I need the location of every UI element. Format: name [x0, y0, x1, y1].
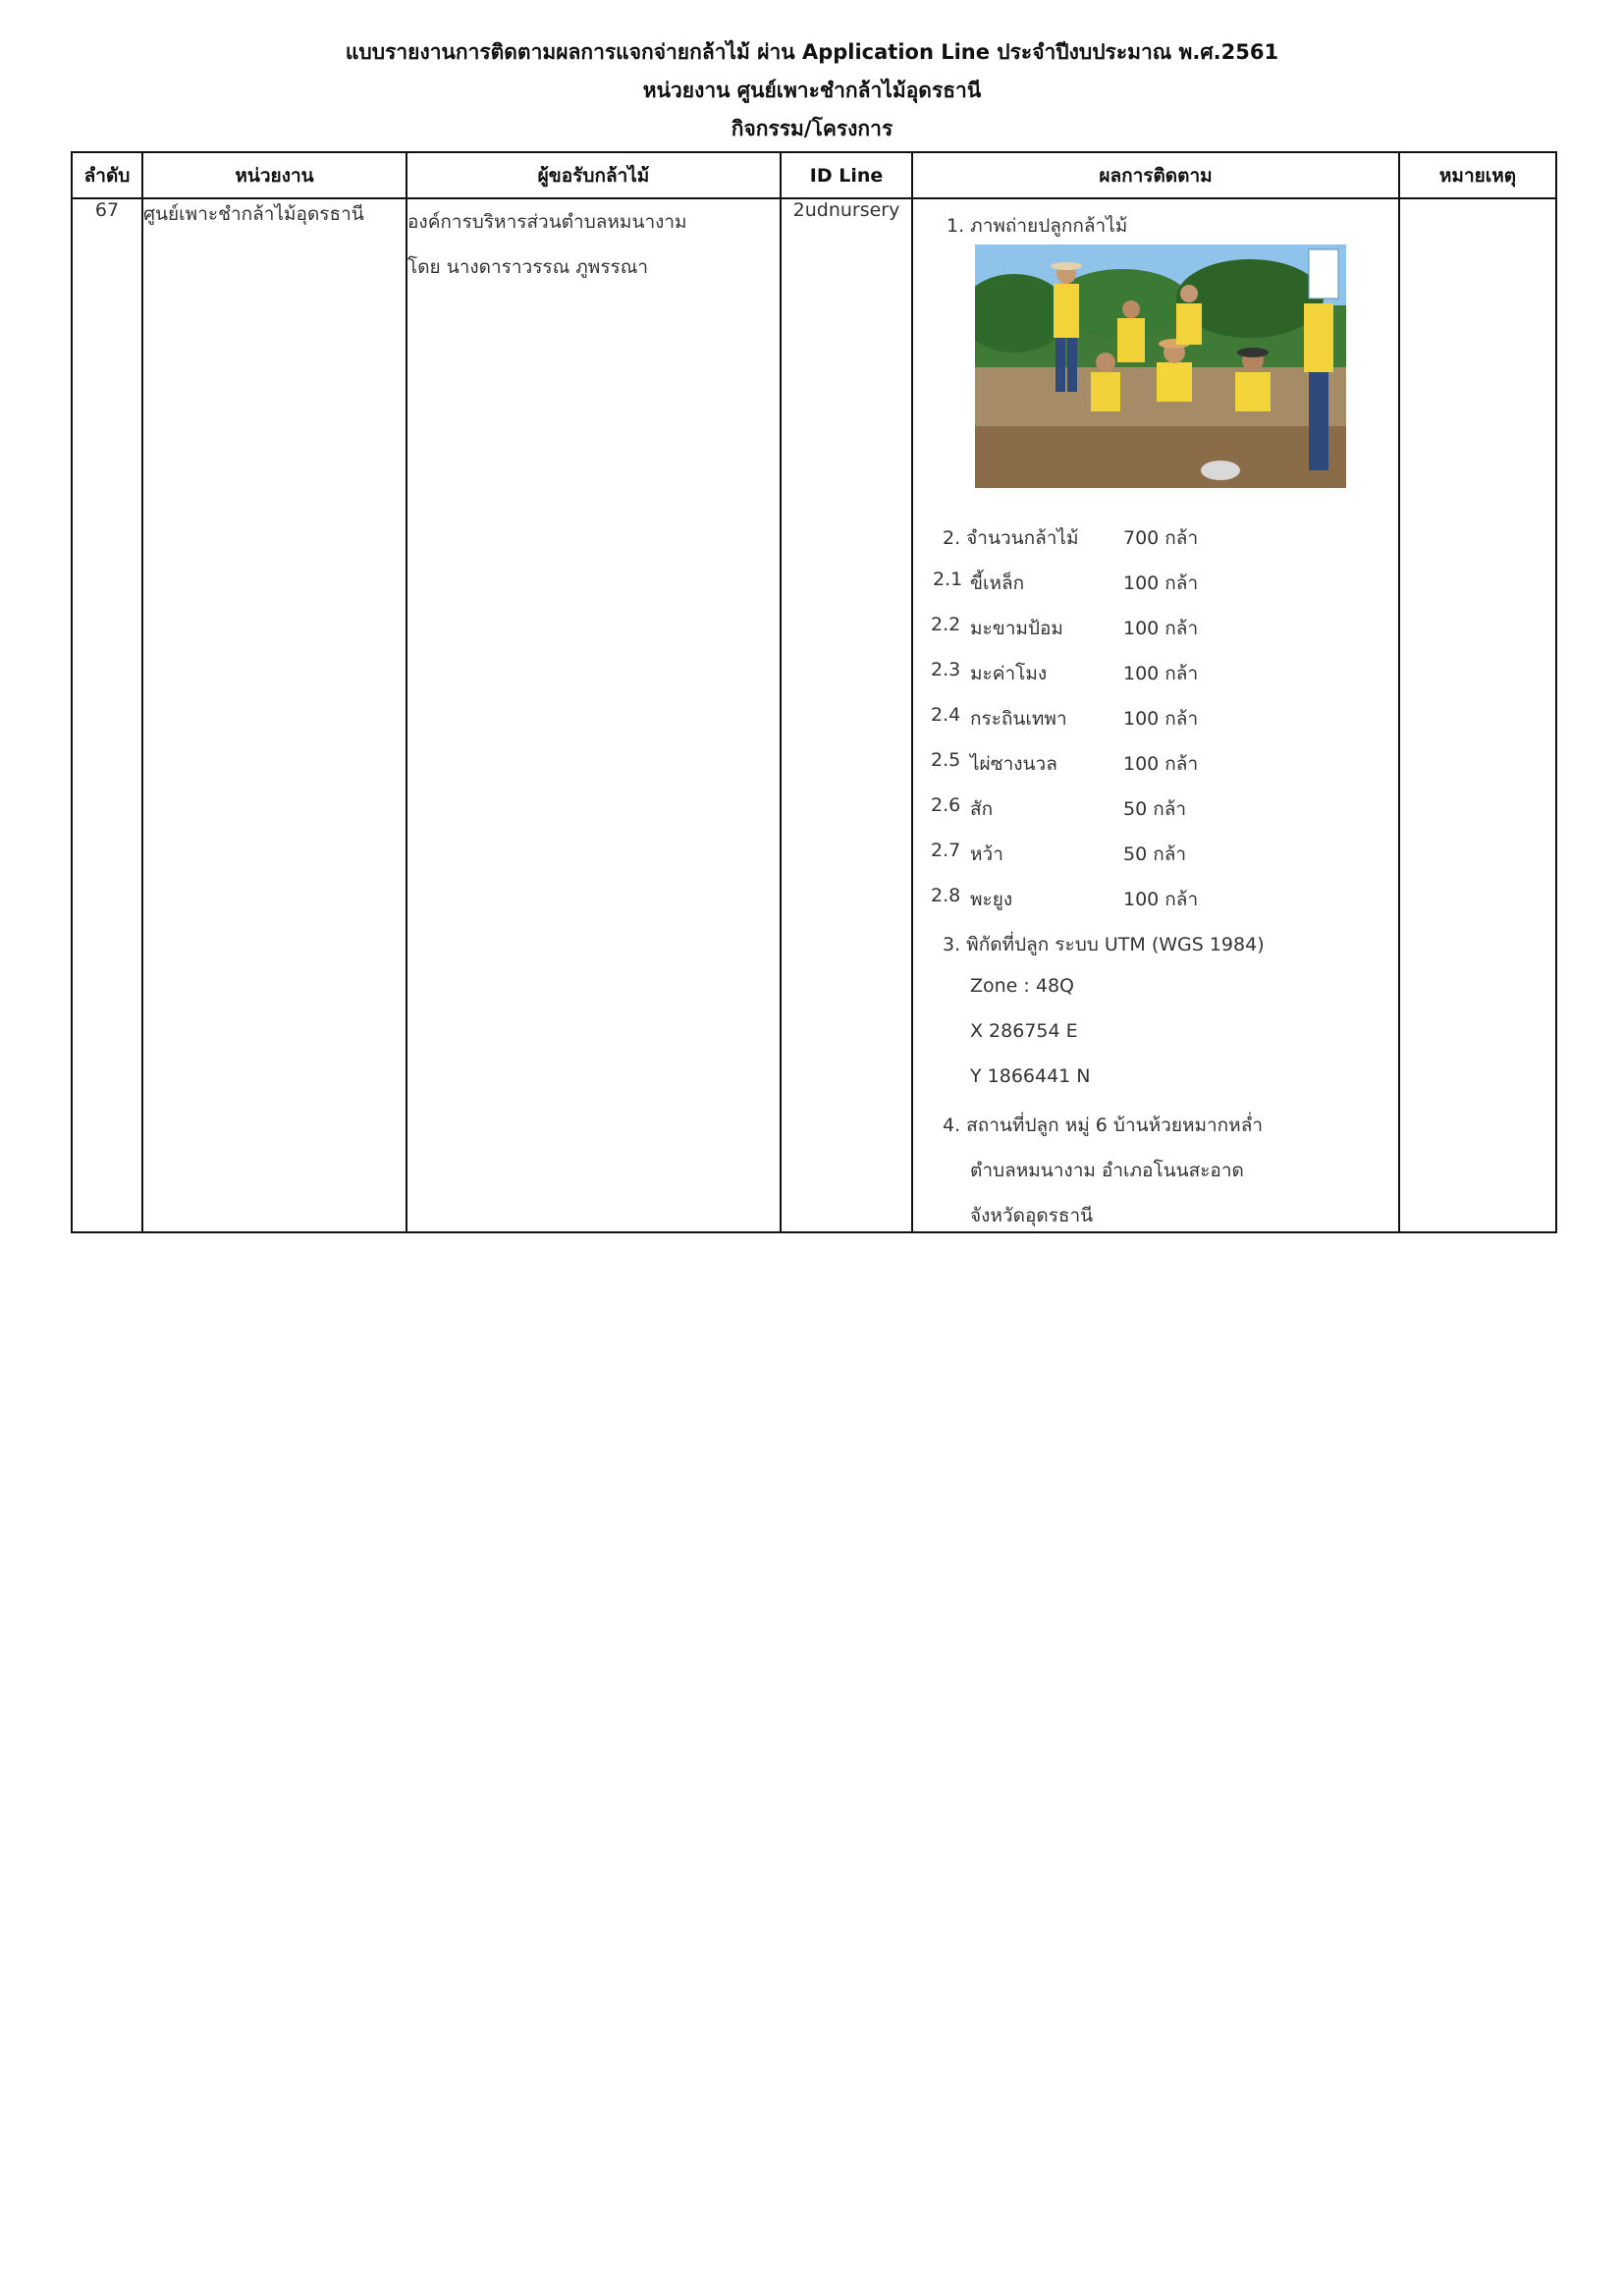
species-no: 2.1	[933, 569, 963, 590]
coord-zone: Zone : 48Q	[970, 975, 1074, 997]
recipient-org: องค์การบริหารส่วนตำบลหมนางาม	[407, 211, 687, 233]
coord-y: Y 1866441 N	[970, 1065, 1091, 1087]
species-name: หว้า	[970, 843, 1003, 865]
species-qty: 100 กล้า	[1123, 572, 1199, 594]
species-qty: 100 กล้า	[1123, 753, 1199, 775]
col-header-recipient: ผู้ขอรับกล้าไม้	[406, 152, 781, 198]
table-row	[72, 198, 1556, 1232]
species-qty: 50 กล้า	[1123, 798, 1187, 820]
planting-photo	[975, 245, 1346, 488]
row-results	[912, 198, 1399, 1232]
species-no: 2.2	[931, 614, 961, 635]
row-number: 67	[72, 198, 142, 1232]
total-label: 2. จำนวนกล้าไม้	[943, 527, 1079, 549]
species-no: 2.7	[931, 840, 961, 861]
recipient-person: โดย นางดาราวรรณ ภูพรรณา	[407, 256, 649, 278]
unit-line: หน่วยงาน ศูนย์เพาะชำกล้าไม้อุดรธานี	[642, 79, 982, 102]
total-value: 700 กล้า	[1123, 527, 1199, 549]
coord-label: 3. พิกัดที่ปลูก ระบบ UTM (WGS 1984)	[943, 934, 1265, 955]
species-name: มะค่าโมง	[970, 663, 1048, 684]
species-no: 2.3	[931, 659, 961, 680]
species-qty: 100 กล้า	[1123, 889, 1199, 910]
species-qty: 50 กล้า	[1123, 843, 1187, 865]
species-qty: 100 กล้า	[1123, 618, 1199, 639]
place-line-3: จังหวัดอุดรธานี	[970, 1205, 1094, 1226]
place-line-2: ตำบลหมนางาม อำเภอโนนสะอาด	[970, 1160, 1244, 1181]
col-header-number: ลำดับ	[72, 152, 142, 198]
col-header-results: ผลการติดตาม	[912, 152, 1399, 198]
col-header-id-line: ID Line	[781, 152, 912, 198]
planting-photo-image	[975, 245, 1346, 488]
activity-line: กิจกรรม/โครงการ	[731, 117, 893, 140]
place-label: 4. สถานที่ปลูก หมู่ 6 บ้านห้วยหมากหล่ำ	[943, 1115, 1264, 1136]
species-qty: 100 กล้า	[1123, 663, 1199, 684]
species-name: ไผ่ซางนวล	[970, 753, 1057, 775]
species-no: 2.6	[931, 794, 961, 816]
species-no: 2.8	[931, 885, 961, 906]
species-qty: 100 กล้า	[1123, 708, 1199, 730]
species-no: 2.5	[931, 749, 961, 771]
species-name: พะยูง	[970, 889, 1013, 910]
coord-x: X 286754 E	[970, 1020, 1078, 1042]
report-title: แบบรายงานการติดตามผลการแจกจ่ายกล้าไม้ ผ่าน Application Line ประจำปีงบประมาณ พ.ศ.2561	[345, 40, 1279, 64]
table-header-row	[72, 152, 1556, 198]
species-name: ขี้เหล็ก	[970, 572, 1025, 594]
photo-label: 1. ภาพถ่ายปลูกกล้าไม้	[947, 215, 1128, 237]
species-no: 2.4	[931, 704, 961, 726]
row-remark	[1399, 198, 1556, 1232]
species-name: สัก	[970, 798, 994, 820]
report-table	[71, 151, 1557, 1233]
row-id-line: 2udnursery	[781, 198, 912, 1232]
report-header	[0, 33, 1624, 148]
row-recipient	[406, 198, 781, 1232]
species-name: กระถินเทพา	[970, 708, 1067, 730]
row-agency: ศูนย์เพาะชำกล้าไม้อุดรธานี	[142, 198, 406, 1232]
species-name: มะขามป้อม	[970, 618, 1063, 639]
col-header-remark: หมายเหตุ	[1399, 152, 1556, 198]
col-header-agency: หน่วยงาน	[142, 152, 406, 198]
